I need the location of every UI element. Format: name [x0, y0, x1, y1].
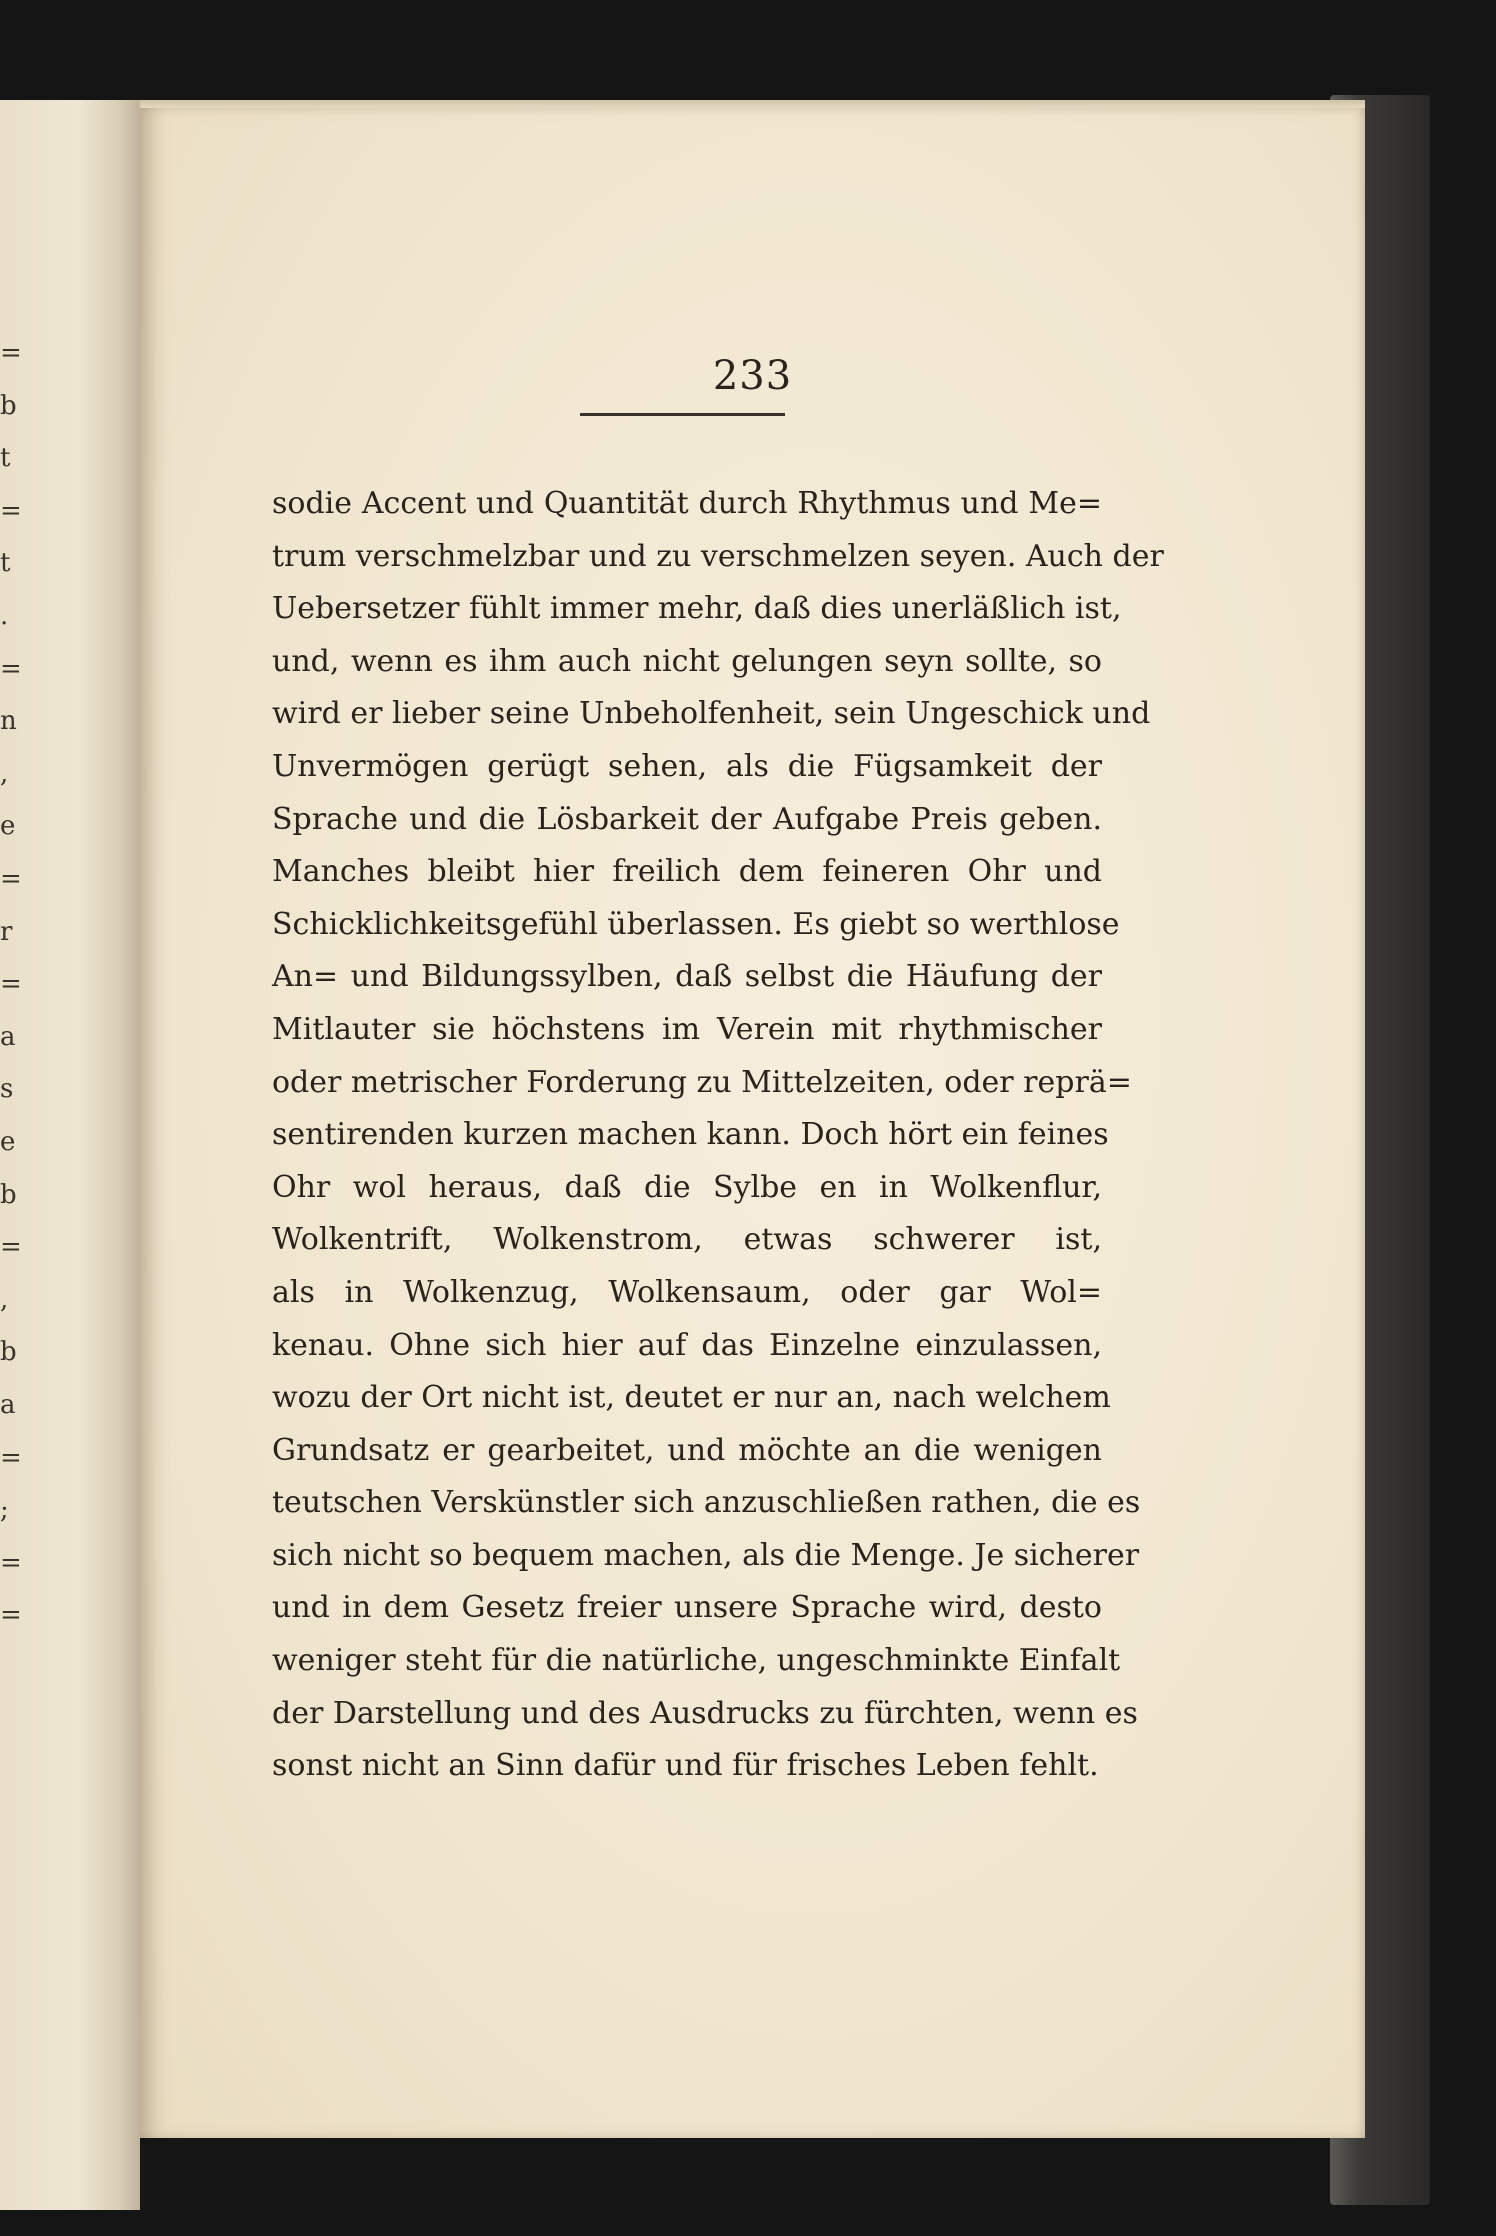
facing-page-mark: b	[0, 1179, 17, 1210]
facing-page-mark: =	[0, 338, 22, 368]
text-line: kenau. Ohne sich hier auf das Einzelne einzulassen,	[272, 1327, 1102, 1363]
facing-page-mark: e	[0, 1127, 16, 1157]
facing-page-mark: a	[0, 1021, 16, 1052]
facing-page-mark: =	[0, 1442, 22, 1473]
text-line: als in Wolkenzug, Wolkensaum, oder gar Wol=	[272, 1274, 1102, 1310]
text-line: Uebersetzer fühlt immer mehr, daß dies unerläßlich ist,	[272, 591, 1122, 627]
text-line: Ohr wol heraus, daß die Sylbe en in Wolkenflur,	[272, 1169, 1102, 1205]
facing-page-mark: n	[0, 706, 17, 737]
facing-page-mark: b	[0, 390, 17, 421]
facing-page-mark: =	[0, 1232, 22, 1263]
header-rule	[580, 413, 785, 416]
text-line: Manches bleibt hier freilich dem feineren Ohr und	[272, 854, 1102, 890]
text-line: weniger steht für die natürliche, ungeschminkte Einfalt	[272, 1643, 1121, 1679]
body-text	[272, 478, 1164, 1793]
text-line: sonst nicht an Sinn dafür und für frisches Leben fehlt.	[272, 1748, 1099, 1784]
facing-page-mark: ,	[0, 758, 9, 789]
facing-page-mark: t	[0, 548, 11, 579]
text-line: wozu der Ort nicht ist, deutet er nur an, nach welchem	[272, 1380, 1111, 1416]
text-line: der Darstellung und des Ausdrucks zu fürchten, wenn es	[272, 1695, 1138, 1731]
text-line: und, wenn es ihm auch nicht gelungen seyn sollte, so	[272, 643, 1102, 679]
text-line: wird er lieber seine Unbeholfenheit, sein Ungeschick und	[272, 696, 1151, 732]
text-line: sentirenden kurzen machen kann. Doch hört ein feines	[272, 1117, 1109, 1153]
text-line: An= und Bildungssylben, daß selbst die Häufung der	[272, 959, 1102, 995]
facing-page-mark: s	[0, 1074, 14, 1105]
facing-page-mark: =	[0, 1547, 22, 1578]
text-line: Unvermögen gerügt sehen, als die Fügsamkeit der	[272, 748, 1102, 784]
text-line: oder metrischer Forderung zu Mittelzeiten, oder reprä=	[272, 1064, 1132, 1100]
facing-page-mark: e	[0, 811, 16, 842]
facing-page-mark: =	[0, 1600, 22, 1631]
text-line: sich nicht so bequem machen, als die Menge. Je sicherer	[272, 1537, 1140, 1573]
text-line: trum verschmelzbar und zu verschmelzen seyen. Auch der	[272, 538, 1164, 574]
facing-page-mark: ;	[0, 1495, 9, 1526]
facing-page-mark: =	[0, 495, 22, 526]
text-line: und in dem Gesetz freier unsere Sprache wird, desto	[272, 1590, 1102, 1626]
facing-page-mark: .	[0, 601, 9, 631]
page-number: 233	[712, 353, 793, 399]
facing-page-mark: r	[0, 916, 13, 947]
text-line: teutschen Verskünstler sich anzuschließen rathen, die es	[272, 1485, 1141, 1521]
text-line: Sprache und die Lösbarkeit der Aufgabe Preis geben.	[272, 801, 1102, 837]
facing-page-edge	[0, 100, 140, 2210]
facing-page-mark: t	[0, 443, 11, 474]
facing-page-mark: b	[0, 1337, 17, 1368]
text-line: Grundsatz er gearbeitet, und möchte an die wenigen	[272, 1432, 1102, 1468]
facing-page-mark: =	[0, 864, 22, 894]
facing-page-mark: a	[0, 1390, 16, 1420]
text-line: Wolkentrift, Wolkenstrom, etwas schwerer ist,	[272, 1222, 1102, 1258]
facing-page-mark: =	[0, 969, 22, 1000]
text-line: Mitlauter sie höchstens im Verein mit rhythmischer	[272, 1011, 1102, 1047]
facing-page-mark: =	[0, 653, 22, 684]
text-line: Schicklichkeitsgefühl überlassen. Es giebt so werthlose	[272, 906, 1120, 942]
text-line: sodie Accent und Quantität durch Rhythmus und Me=	[272, 486, 1102, 521]
facing-page-mark: ,	[0, 1284, 9, 1315]
